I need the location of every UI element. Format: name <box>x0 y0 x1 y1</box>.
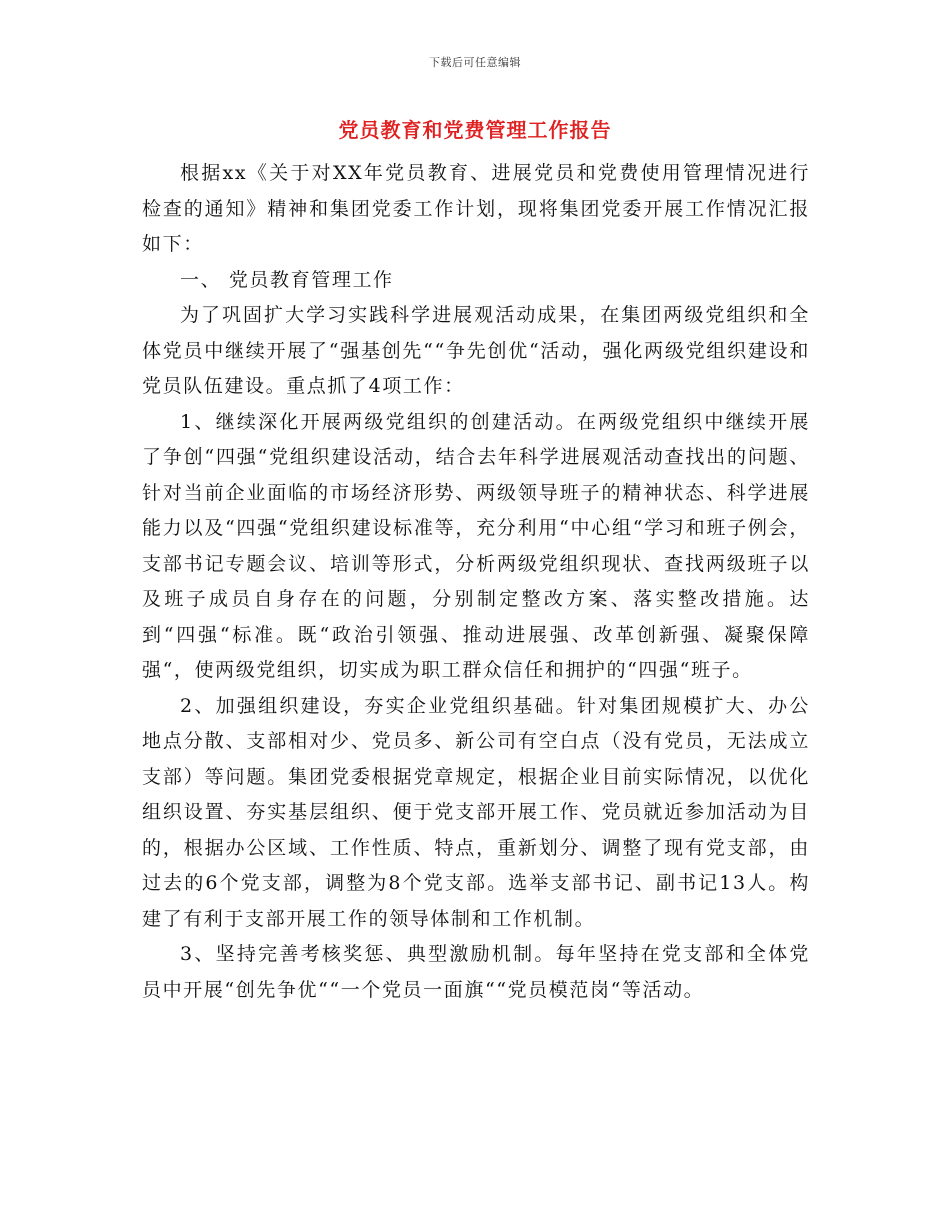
document-body <box>142 156 810 1008</box>
paragraph-item-2: 2、加强组织建设，夯实企业党组织基础。针对集团规模扩大、办公地点分散、支部相对少、党员多、新公司有空白点（没有党员，无法成立支部）等问题。集团党委根据党章规定，根据企业目前实际情况，以优化组织设置、夯实基层组织、便于党支部开展工作、党员就近参加活动为目的，根据办公区域、工作性质、特点，重新划分、调整了现有党支部，由过去的6个党支部，调整为8个党支部。选举支部书记、副书记13人。构建了有利于支部开展工作的领导体制和工作机制。 <box>142 694 810 930</box>
paragraph-item-1: 1、继续深化开展两级党组织的创建活动。在两级党组织中继续开展了争创“四强“党组织建设活动，结合去年科学进展观活动查找出的问题、针对当前企业面临的市场经济形势、两级领导班子的精神状态、科学进展能力以及“四强“党组织建设标准等，充分利用“中心组“学习和班子例会，支部书记专题会议、培训等形式，分析两级党组织现状、查找两级班子以及班子成员自身存在的问题，分别制定整改方案、落实整改措施。达到“四强“标准。既“政治引领强、推动进展强、改革创新强、凝聚保障强“，使两级党组织，切实成为职工群众信任和拥护的“四强“班子。 <box>142 410 810 681</box>
paragraph-overview: 为了巩固扩大学习实践科学进展观活动成果，在集团两级党组织和全体党员中继续开展了“强基创先““争先创优“活动，强化两级党组织建设和党员队伍建设。重点抓了4项工作： <box>142 304 810 397</box>
document-title: 党员教育和党费管理工作报告 <box>338 118 612 142</box>
page-header-note: 下载后可任意编辑 <box>429 56 521 69</box>
paragraph-intro: 根据xx《关于对XX年党员教育、进展党员和党费使用管理情况进行检查的通知》精神和集团党委工作计划，现将集团党委开展工作情况汇报如下： <box>142 162 810 255</box>
section-heading-1: 一、 党员教育管理工作 <box>180 268 394 291</box>
paragraph-item-3: 3、坚持完善考核奖惩、典型激励机制。每年坚持在党支部和全体党员中开展“创先争优““一个党员一面旗““党员模范岗“等活动。 <box>142 943 810 1001</box>
